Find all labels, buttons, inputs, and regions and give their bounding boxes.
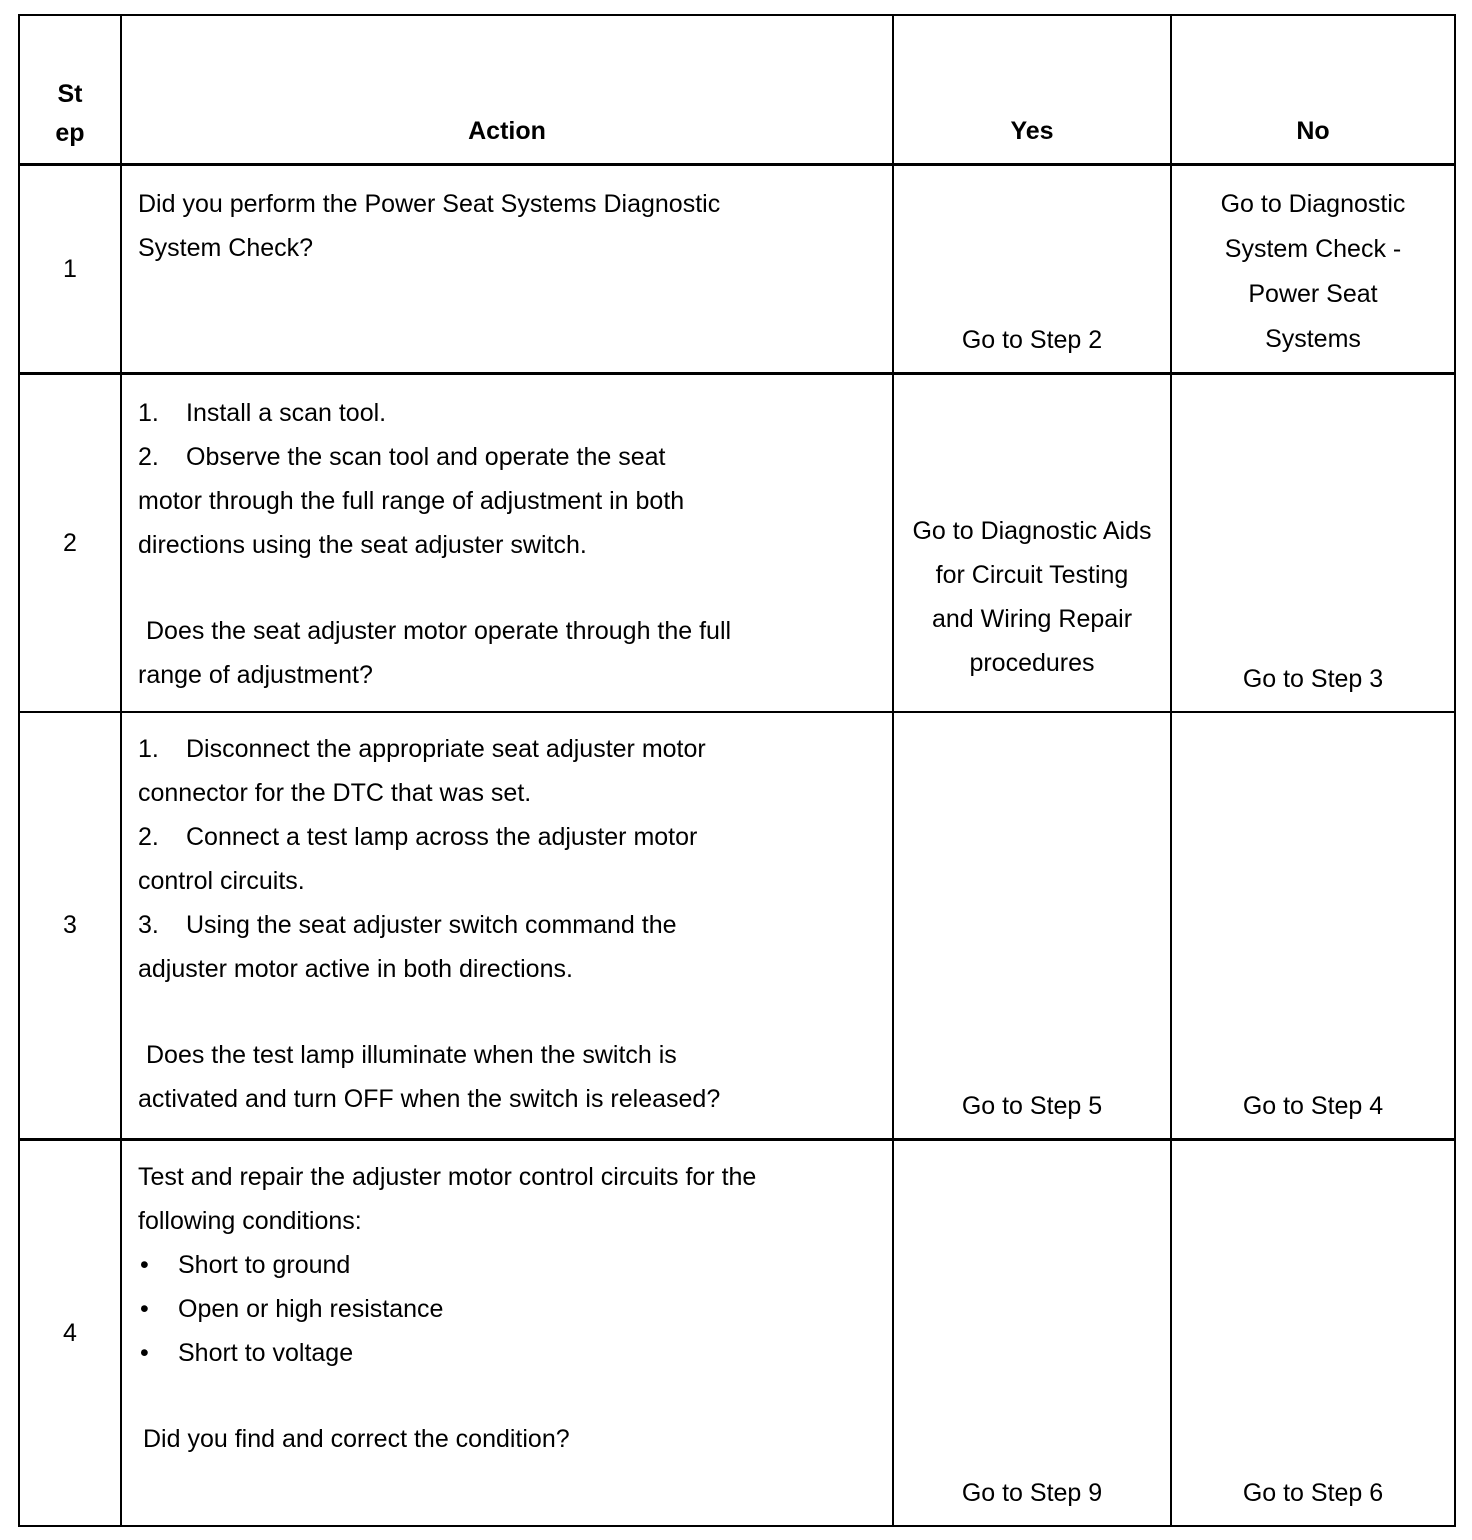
no-header: No — [1171, 15, 1455, 164]
item-text: Install a scan tool. — [186, 398, 387, 427]
continuation-line: motor through the full range of adjustment in both — [138, 486, 685, 515]
item-number: 2. — [138, 823, 159, 851]
action-header: Action — [121, 15, 893, 164]
table-row — [19, 373, 1455, 712]
question-line: Did you find and correct the condition? — [143, 1424, 570, 1453]
yes-cell — [893, 373, 1171, 712]
question-line: range of adjustment? — [138, 660, 373, 689]
bullet-symbol: • — [140, 1294, 149, 1323]
bullet-symbol: • — [140, 1338, 149, 1367]
no-line: System Check - — [1224, 234, 1402, 263]
table-row — [19, 1139, 1455, 1526]
item-text: Using the seat adjuster switch command the — [186, 911, 677, 939]
action-cell — [121, 164, 893, 373]
item-number: 3. — [138, 911, 159, 939]
no-line: Power Seat — [1248, 279, 1378, 308]
numbered-item — [138, 391, 876, 435]
question-line: Does the test lamp illuminate when the switch is — [146, 1041, 677, 1069]
item-number: 1. — [138, 735, 159, 763]
header-row — [19, 15, 1455, 164]
step-number: 1 — [19, 164, 121, 373]
item-text: Disconnect the appropriate seat adjuster motor — [186, 735, 706, 763]
numbered-item — [138, 727, 876, 771]
no-line: Go to Diagnostic — [1220, 189, 1406, 218]
continuation-line: control circuits. — [138, 867, 305, 895]
no-line: Systems — [1265, 324, 1361, 353]
action-cell — [121, 712, 893, 1139]
continuation-line: adjuster motor active in both directions. — [138, 955, 573, 983]
no-cell — [1171, 164, 1455, 373]
action-cell — [121, 373, 893, 712]
intro-line: Test and repair the adjuster motor control circuits for the — [138, 1162, 757, 1191]
step-number: 2 — [19, 373, 121, 712]
bullet-item — [138, 1331, 876, 1375]
step-number: 4 — [19, 1139, 121, 1526]
yes-line: and Wiring Repair — [931, 605, 1133, 633]
intro-line: following conditions: — [138, 1206, 362, 1235]
yes-cell: Go to Step 5 — [893, 712, 1171, 1139]
yes-header: Yes — [893, 15, 1171, 164]
item-number: 1. — [138, 398, 159, 427]
yes-cell: Go to Step 2 — [893, 164, 1171, 373]
step-header — [19, 15, 121, 164]
no-cell: Go to Step 6 — [1171, 1139, 1455, 1526]
table-row — [19, 712, 1455, 1139]
item-number: 2. — [138, 442, 159, 471]
bullet-item — [138, 1287, 876, 1331]
bullet-item — [138, 1243, 876, 1287]
bullet-symbol: • — [140, 1250, 149, 1279]
diagnostic-table — [18, 14, 1456, 1527]
yes-line: procedures — [969, 649, 1095, 677]
question-line: Does the seat adjuster motor operate through the full — [146, 616, 732, 645]
bullet-text: Short to ground — [178, 1250, 351, 1279]
continuation-line: directions using the seat adjuster switch. — [138, 530, 587, 559]
step-header-line-2: ep — [55, 118, 85, 147]
continuation-line: connector for the DTC that was set. — [138, 779, 532, 807]
numbered-item — [138, 435, 876, 479]
table-row — [19, 164, 1455, 373]
action-line: System Check? — [138, 233, 314, 262]
bullet-text: Open or high resistance — [178, 1294, 444, 1323]
yes-line: Go to Diagnostic Aids — [912, 517, 1152, 545]
numbered-item — [138, 903, 876, 947]
step-number: 3 — [19, 712, 121, 1139]
numbered-item — [138, 815, 876, 859]
bullet-text: Short to voltage — [178, 1338, 354, 1367]
no-cell: Go to Step 3 — [1171, 373, 1455, 712]
no-cell: Go to Step 4 — [1171, 712, 1455, 1139]
yes-line: for Circuit Testing — [935, 561, 1129, 589]
question-line: activated and turn OFF when the switch is released? — [138, 1085, 721, 1113]
yes-cell: Go to Step 9 — [893, 1139, 1171, 1526]
step-header-line-1: St — [57, 79, 83, 108]
item-text: Observe the scan tool and operate the seat — [186, 442, 666, 471]
item-text: Connect a test lamp across the adjuster motor — [186, 823, 698, 851]
action-line: Did you perform the Power Seat Systems Diagnostic — [138, 189, 721, 218]
action-cell — [121, 1139, 893, 1526]
